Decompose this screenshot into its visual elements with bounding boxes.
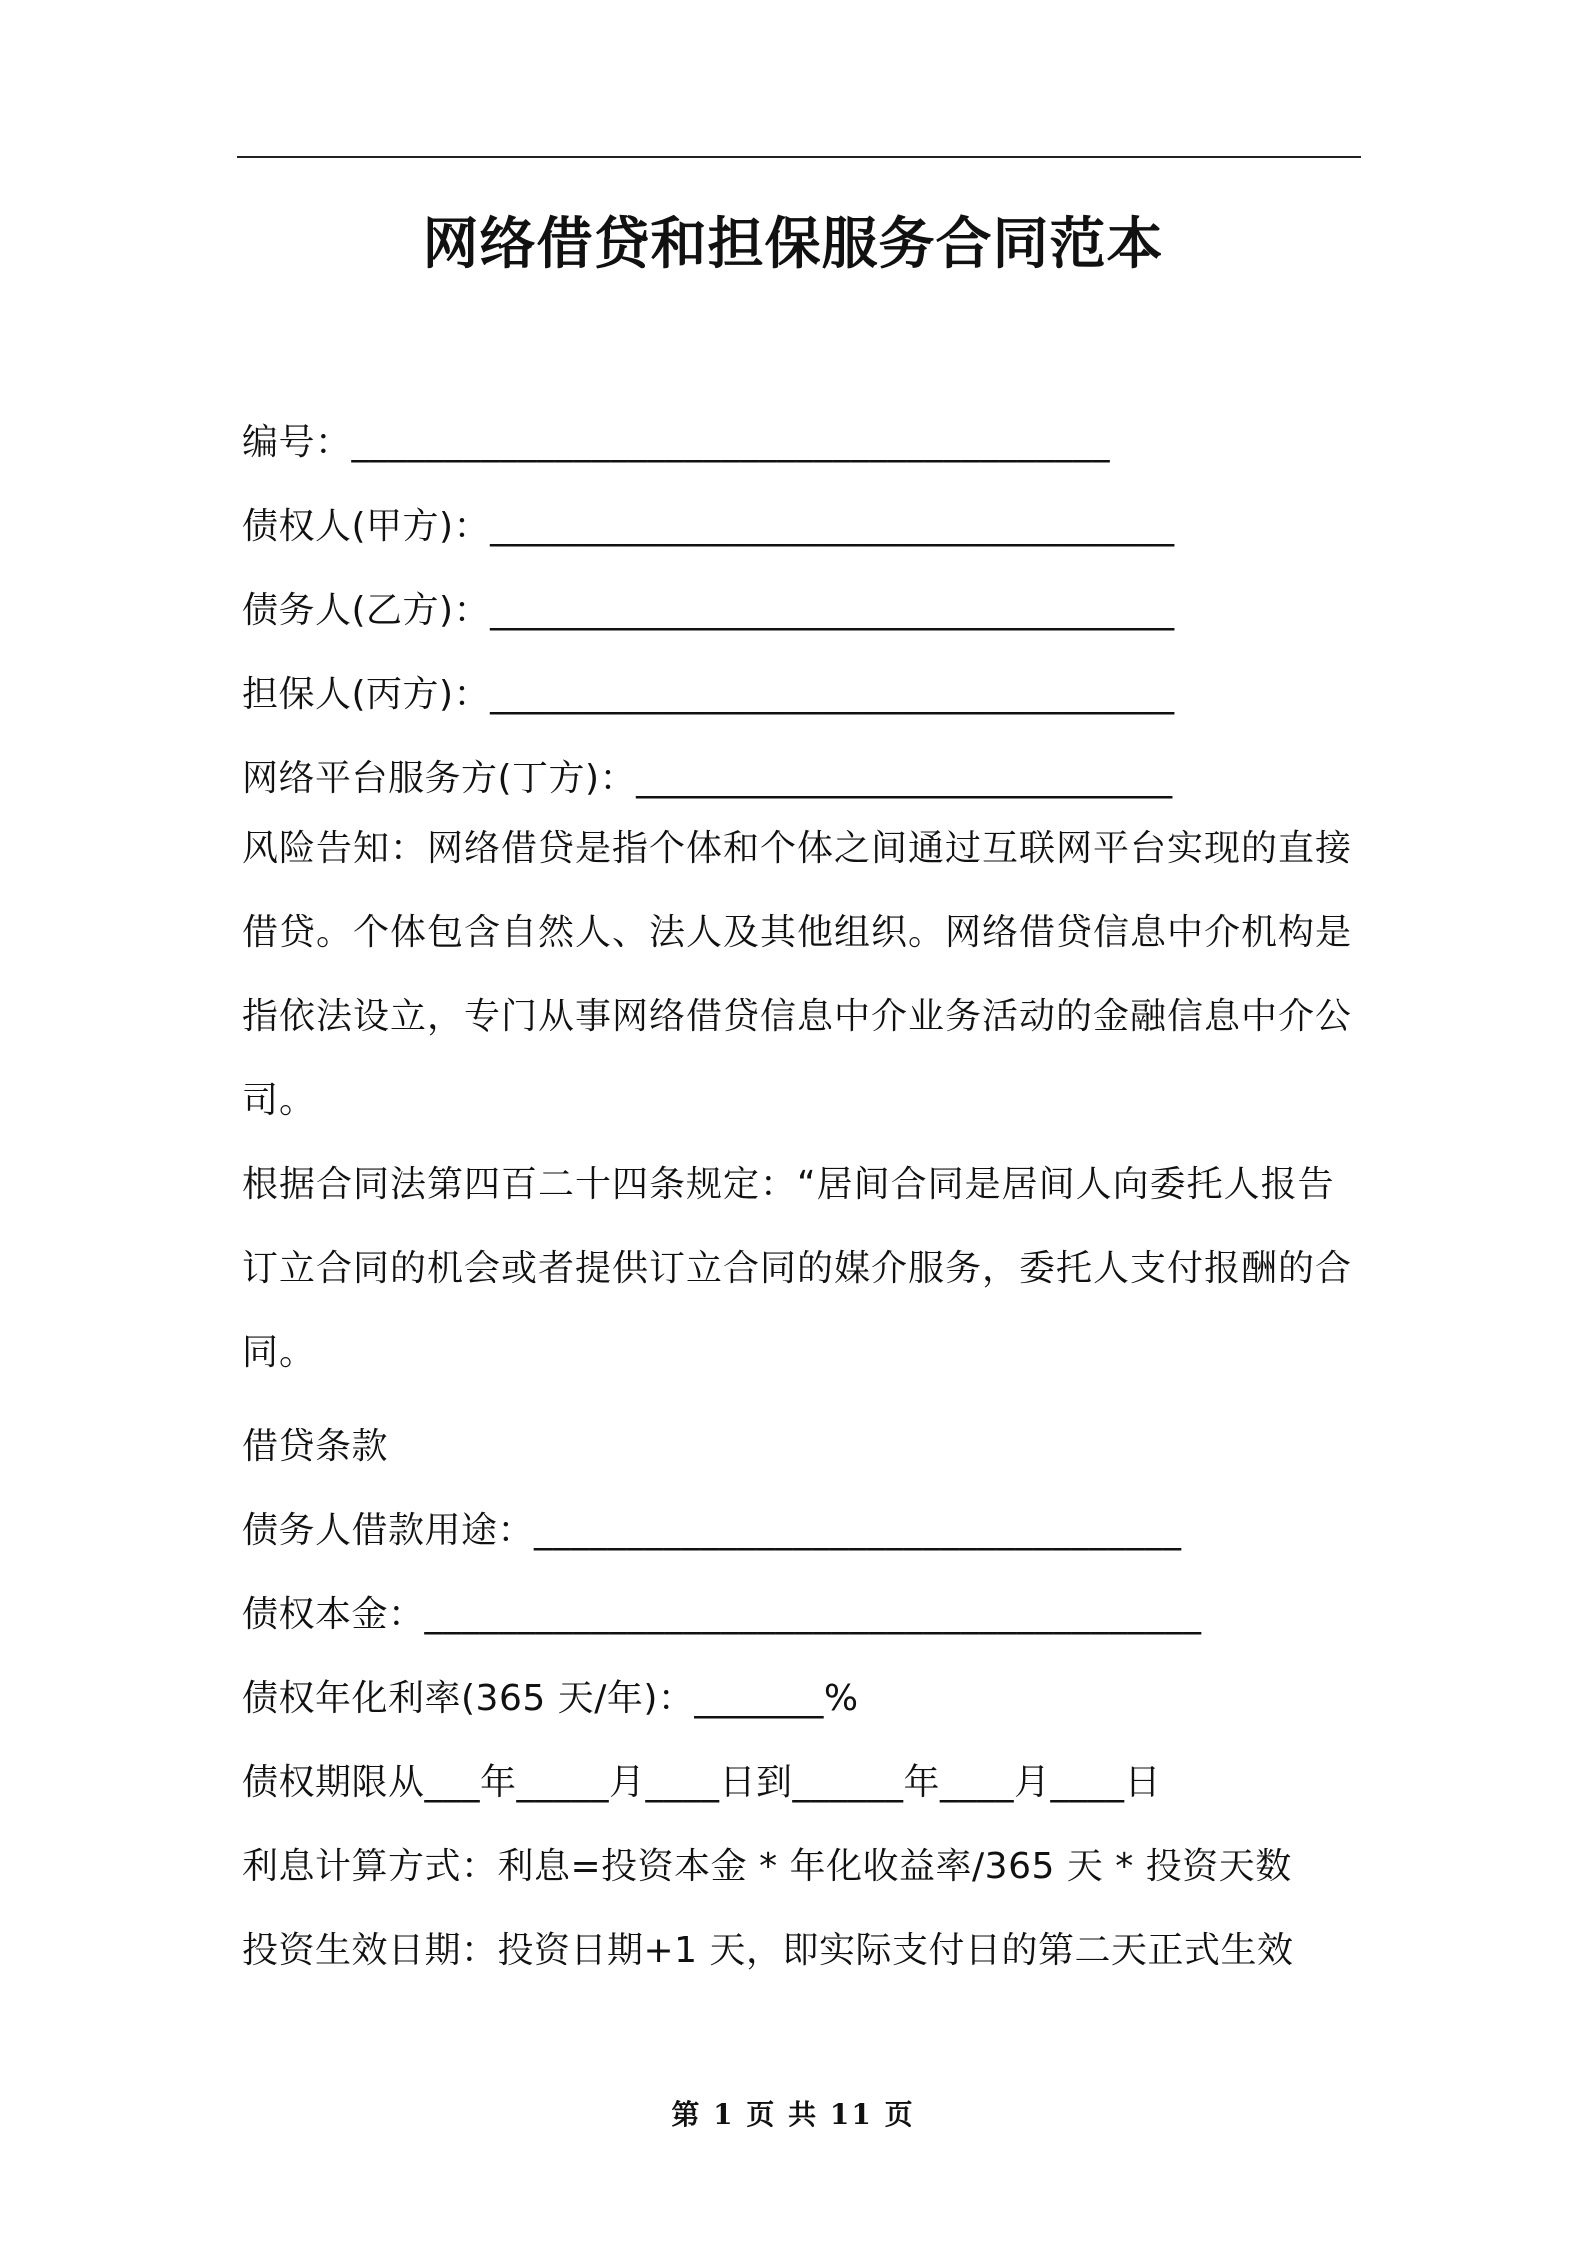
field-debtor: 债务人(乙方)：_____________________________________ bbox=[242, 590, 1175, 631]
legal-basis-paragraph bbox=[242, 1143, 1362, 1395]
risk-notice-paragraph bbox=[242, 807, 1362, 1143]
field-number: 编号：_________________________________________ bbox=[242, 422, 1111, 463]
legal-basis-line: 根据合同法第四百二十四条规定：“居间合同是居间人向委托人报告 bbox=[242, 1164, 1335, 1205]
field-guarantor: 担保人(丙方)：_____________________________________ bbox=[242, 674, 1175, 715]
field-principal: 债权本金：__________________________________________ bbox=[242, 1594, 1202, 1635]
field-annual-rate: 债权年化利率(365 天/年)：_______% bbox=[242, 1678, 859, 1719]
risk-notice-line: 风险告知：网络借贷是指个体和个体之间通过互联网平台实现的直接 bbox=[242, 828, 1353, 869]
legal-basis-line: 订立合同的机会或者提供订立合同的媒介服务，委托人支付报酬的合 bbox=[242, 1248, 1353, 1289]
effective-date: 投资生效日期：投资日期+1 天，即实际支付日的第二天正式生效 bbox=[242, 1930, 1294, 1971]
legal-basis-line: 同。 bbox=[242, 1332, 317, 1373]
document-title: 网络借贷和担保服务合同范本 bbox=[422, 212, 1164, 277]
risk-notice-line: 借贷。个体包含自然人、法人及其他组织。网络借贷信息中介机构是 bbox=[242, 912, 1353, 953]
interest-formula: 利息计算方式：利息=投资本金 * 年化收益率/365 天 * 投资天数 bbox=[242, 1846, 1292, 1887]
field-term-period: 债权期限从___年_____月____日到______年____月____日 bbox=[242, 1762, 1162, 1803]
page-number: 第 1 页 共 11 页 bbox=[671, 2098, 915, 2131]
header-rule bbox=[237, 156, 1361, 158]
terms-heading: 借贷条款 bbox=[242, 1426, 389, 1467]
field-loan-purpose: 债务人借款用途：___________________________________ bbox=[242, 1510, 1182, 1551]
risk-notice-line: 指依法设立，专门从事网络借贷信息中介业务活动的金融信息中介公 bbox=[242, 996, 1353, 1037]
field-platform: 网络平台服务方(丁方)：_____________________________ bbox=[242, 758, 1173, 799]
risk-notice-line: 司。 bbox=[242, 1080, 317, 1121]
field-creditor: 债权人(甲方)：_____________________________________ bbox=[242, 506, 1175, 547]
